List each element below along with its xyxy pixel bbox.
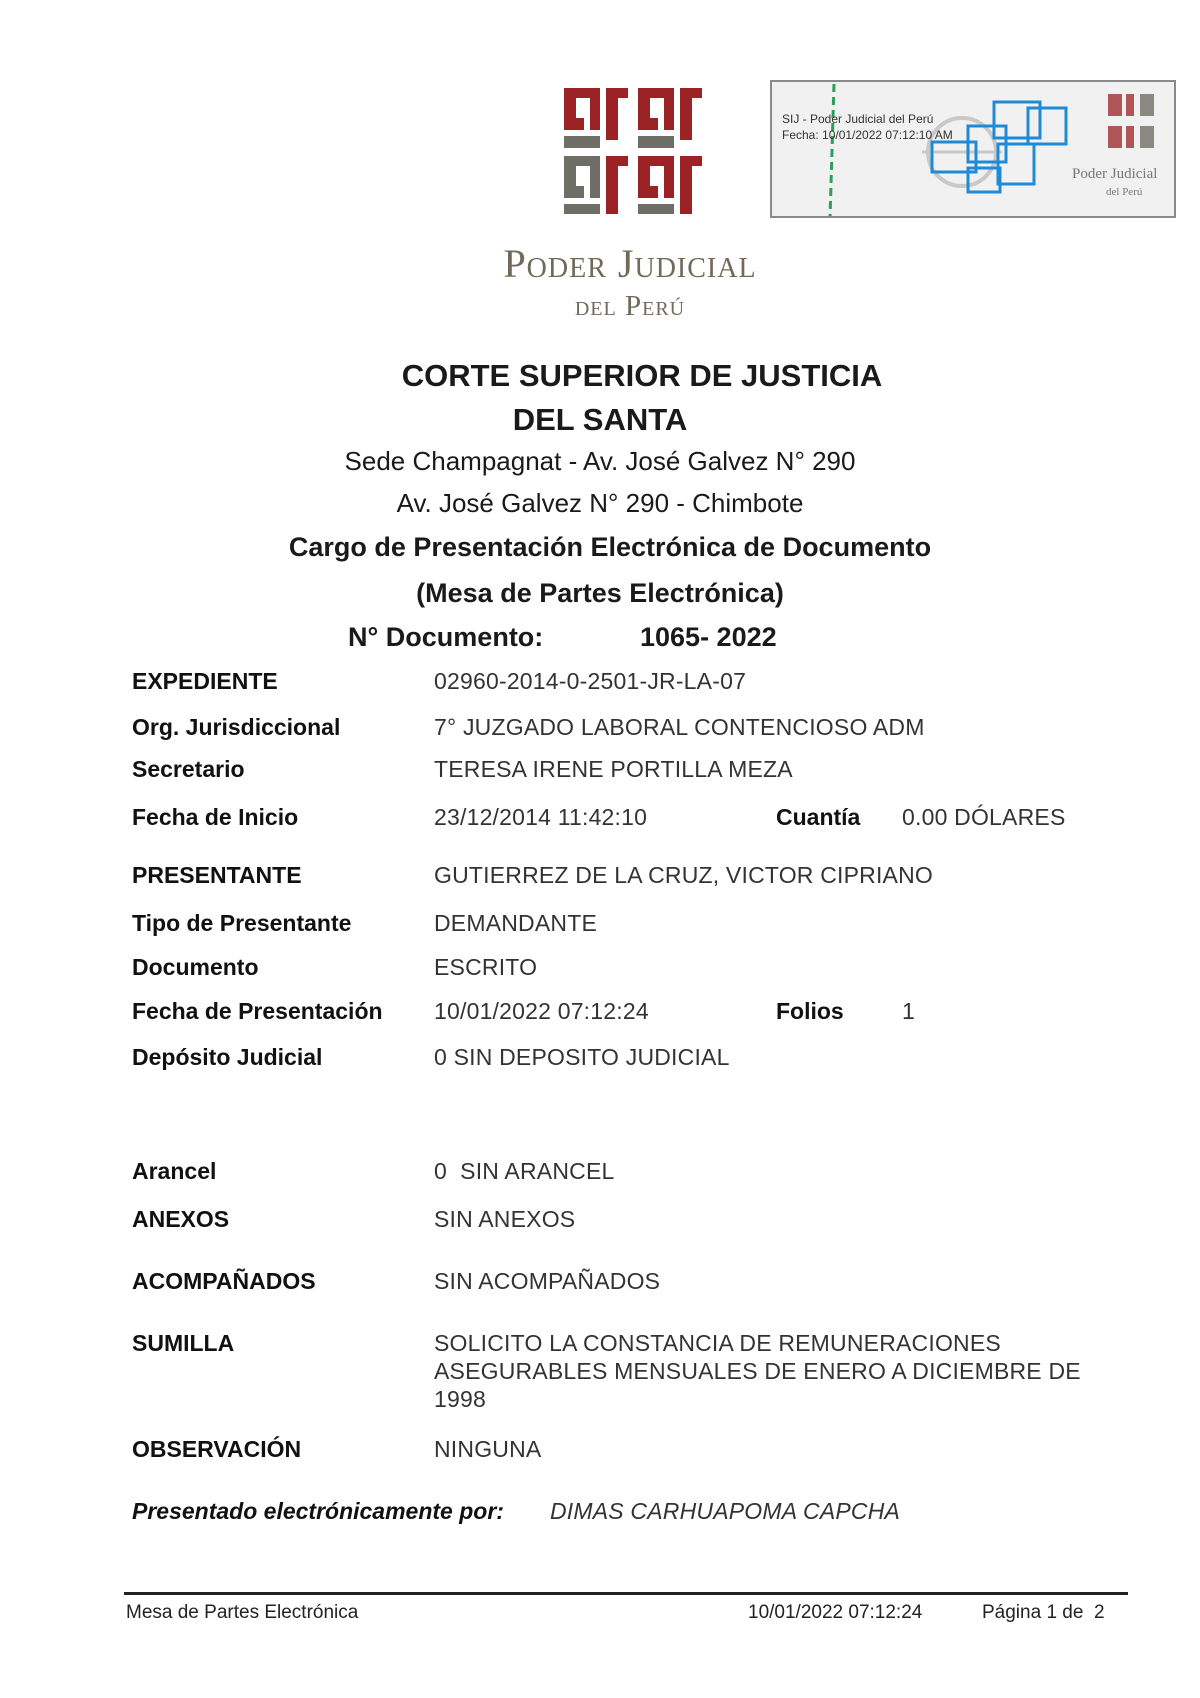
documento-label: Documento bbox=[132, 954, 259, 980]
seal-brand-line2: del Perú bbox=[1106, 186, 1143, 198]
court-title-line2: DEL SANTA bbox=[512, 402, 688, 437]
folios-value: 1 bbox=[902, 998, 915, 1024]
presentante-value: GUTIERREZ DE LA CRUZ, VICTOR CIPRIANO bbox=[434, 862, 933, 888]
sumilla-value-line1: SOLICITO LA CONSTANCIA DE REMUNERACIONES bbox=[434, 1330, 1001, 1356]
presentante-label: PRESENTANTE bbox=[132, 862, 302, 888]
documento-value: ESCRITO bbox=[434, 954, 538, 980]
logo-subtitle: del Perú bbox=[574, 290, 686, 322]
document-number-label: N° Documento: bbox=[348, 622, 544, 652]
fecha-presentacion-label: Fecha de Presentación bbox=[132, 998, 383, 1024]
cuantia-value: 0.00 DÓLARES bbox=[902, 804, 1066, 830]
deposito-judicial-value: 0 SIN DEPOSITO JUDICIAL bbox=[434, 1044, 730, 1070]
tipo-presentante-value: DEMANDANTE bbox=[434, 910, 598, 936]
court-address-line1: Sede Champagnat - Av. José Galvez N° 290 bbox=[344, 446, 856, 476]
acompanados-value: SIN ACOMPAÑADOS bbox=[434, 1268, 661, 1294]
secretario-value: TERESA IRENE PORTILLA MEZA bbox=[434, 756, 793, 782]
document-title: Cargo de Presentación Electrónica de Documento bbox=[288, 532, 932, 562]
expediente-value: 02960-2014-0-2501-JR-LA-07 bbox=[434, 668, 747, 694]
folios-label: Folios bbox=[776, 998, 844, 1024]
document-subtitle: (Mesa de Partes Electrónica) bbox=[416, 578, 784, 608]
court-title-line1: CORTE SUPERIOR DE JUSTICIA bbox=[401, 358, 883, 393]
secretario-label: Secretario bbox=[132, 756, 245, 782]
presented-by-value: DIMAS CARHUAPOMA CAPCHA bbox=[550, 1498, 901, 1524]
org-jurisdiccional-value: 7° JUZGADO LABORAL CONTENCIOSO ADM bbox=[434, 714, 925, 740]
anexos-value: SIN ANEXOS bbox=[434, 1206, 576, 1232]
expediente-label: EXPEDIENTE bbox=[132, 668, 278, 694]
arancel-label: Arancel bbox=[132, 1158, 217, 1184]
acompanados-label: ACOMPAÑADOS bbox=[132, 1268, 316, 1294]
anexos-label: ANEXOS bbox=[132, 1206, 230, 1232]
org-jurisdiccional-label: Org. Jurisdiccional bbox=[132, 714, 341, 740]
logo-title: Poder Judicial bbox=[503, 241, 757, 286]
sumilla-value-line3: 1998 bbox=[434, 1386, 486, 1412]
seal-text-line1: SIJ - Poder Judicial del Perú bbox=[782, 112, 934, 126]
cuantia-label: Cuantía bbox=[776, 804, 861, 830]
fecha-inicio-value: 23/12/2014 11:42:10 bbox=[434, 804, 648, 830]
court-address-line2: Av. José Galvez N° 290 - Chimbote bbox=[396, 488, 804, 518]
footer-left-text: Mesa de Partes Electrónica bbox=[126, 1602, 359, 1623]
poder-judicial-logo-icon bbox=[562, 86, 704, 216]
seal-text-line2: Fecha: 10/01/2022 07:12:10 AM bbox=[782, 128, 953, 142]
arancel-value: 0 SIN ARANCEL bbox=[434, 1158, 615, 1184]
digital-signature-seal bbox=[770, 80, 1176, 218]
sumilla-label: SUMILLA bbox=[132, 1330, 235, 1356]
footer-divider bbox=[124, 1592, 1128, 1595]
tipo-presentante-label: Tipo de Presentante bbox=[132, 910, 352, 936]
seal-brand-line1: Poder Judicial bbox=[1072, 166, 1158, 182]
fecha-presentacion-value: 10/01/2022 07:12:24 bbox=[434, 998, 649, 1024]
footer-page-number: Página 1 de 2 bbox=[982, 1602, 1105, 1623]
document-number-value: 1065- 2022 bbox=[640, 622, 777, 652]
footer-datetime: 10/01/2022 07:12:24 bbox=[748, 1602, 923, 1623]
sumilla-value-line2: ASEGURABLES MENSUALES DE ENERO A DICIEMBRE DE bbox=[434, 1358, 1081, 1384]
observacion-value: NINGUNA bbox=[434, 1436, 542, 1462]
observacion-label: OBSERVACIÓN bbox=[132, 1436, 302, 1462]
fecha-inicio-label: Fecha de Inicio bbox=[132, 804, 299, 830]
deposito-judicial-label: Depósito Judicial bbox=[132, 1044, 323, 1070]
presented-by-label: Presentado electrónicamente por: bbox=[132, 1498, 504, 1524]
